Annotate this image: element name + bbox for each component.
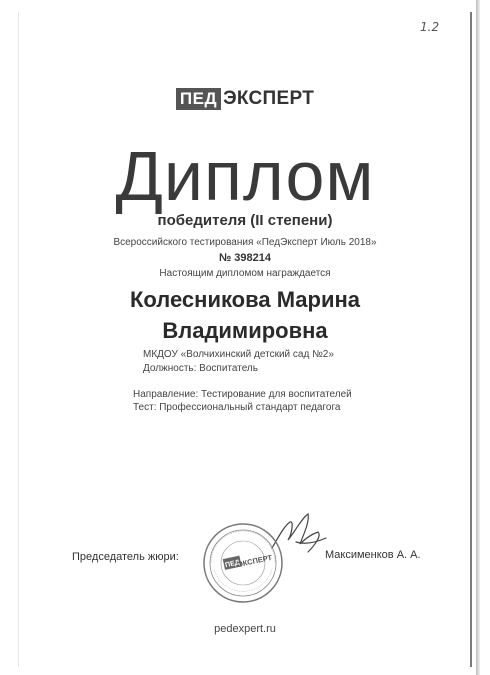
chairman-label: Председатель жюри: (72, 551, 179, 563)
stamp-box-text: ПЕД (224, 559, 241, 570)
award-line: Настоящим дипломом награждается (159, 268, 331, 279)
page-mark: 1.2 (420, 20, 440, 34)
logo-box: ПЕД (176, 88, 221, 110)
direction: Направление: Тестирование для воспитателей (133, 389, 352, 400)
website[interactable]: pedexpert.ru (214, 623, 276, 635)
logo-text: ЭКСПЕРТ (223, 88, 315, 109)
position: Должность: Воспитатель (143, 363, 258, 374)
logo (0, 88, 490, 110)
diploma-subtitle: победителя (II степени) (157, 212, 333, 229)
recipient-name-line1: Колесникова Марина (129, 287, 361, 312)
recipient-name-line2: Владимировна (162, 318, 328, 343)
test: Тест: Профессиональный стандарт педагога (133, 402, 341, 413)
chairman-name: Максименков А. А. (325, 549, 421, 561)
test-name: Всероссийского тестирования «ПедЭксперт Июль 2018» (113, 237, 377, 248)
diploma-number: № 398214 (218, 252, 272, 264)
stamp-text: ЭКСПЕРТ (236, 552, 273, 570)
diploma-title: Диплом (115, 137, 375, 215)
stamp (202, 522, 284, 604)
organization: МКДОУ «Волчихинский детский сад №2» (143, 349, 334, 360)
